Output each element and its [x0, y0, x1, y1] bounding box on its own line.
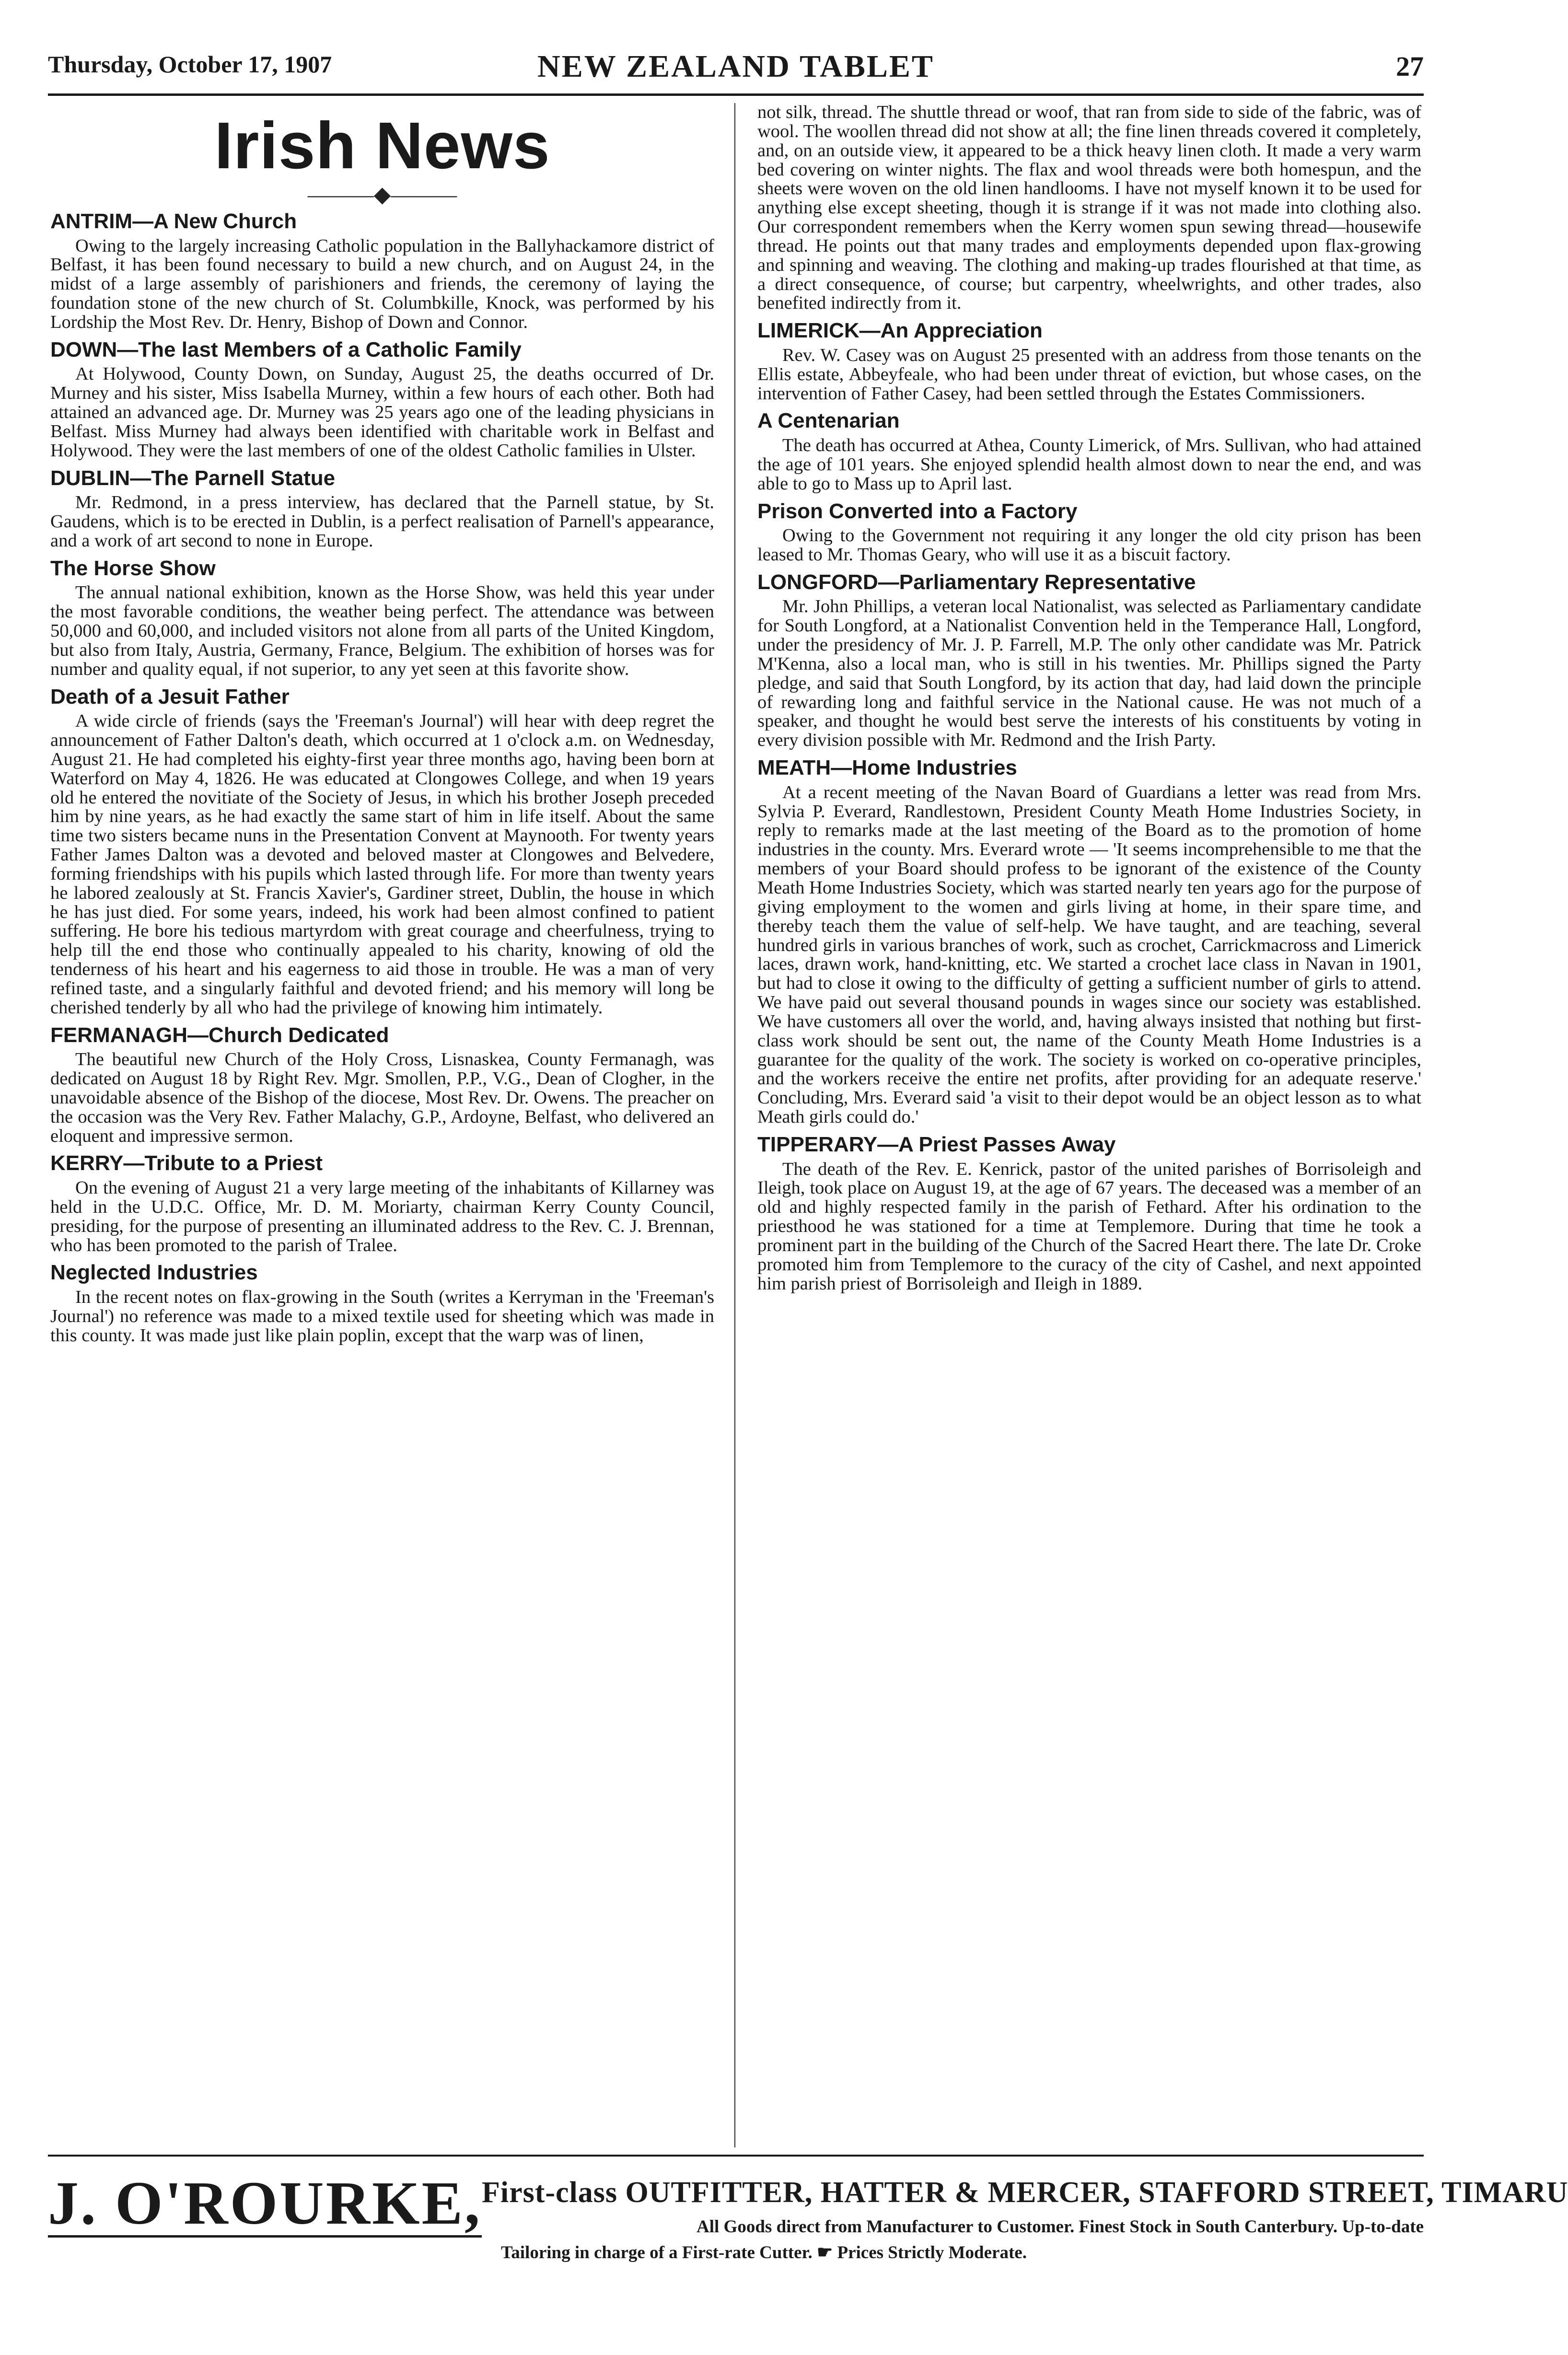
article-heading: A Centenarian — [757, 409, 900, 433]
article-heading: MEATH—Home Industries — [757, 756, 1017, 780]
article-horse-show — [50, 557, 714, 679]
article-centenarian — [757, 409, 1421, 493]
ad-line-3: Tailoring in charge of a First-rate Cutter. ☛ Prices Strictly Moderate. — [501, 2243, 1027, 2262]
advertisement — [48, 2155, 1568, 2300]
article-kerry — [50, 1151, 714, 1255]
article-body: Owing to the Government not requiring it any longer the old city prison has been leased to Mr. Thomas Geary, who will use it as a biscuit factory. — [757, 525, 1421, 565]
page-number: 27 — [1396, 51, 1424, 82]
article-body: not silk, thread. The shuttle thread or woof, that ran from side to side of the fabric, was of wool. The woollen thread did not show at all; the fine linen threads covered it completely, and, on an outside view, it appeared to be a thick heavy linen cloth. It made a very warm bed covering on winter nights. The flax and wool threads were both homespun, and the sheets were woven on the old linen handlooms. I have not myself known it to be used for anything else except sheeting, though it is strange if it was not made into clothing also. Our correspondent remembers when the Kerry women spun sewing thread—housewife thread. He points out that many trades and employments depended upon flax-growing and spinning and weaving. The clothing and making-up trades flourished at that time, as a direct consequence, of course; but carpentry, wheelwrights, and other trades, also benefited indirectly from it. — [757, 102, 1421, 313]
article-heading: KERRY—Tribute to a Priest — [50, 1151, 323, 1175]
article-fermanagh — [50, 1023, 714, 1146]
article-body: The beautiful new Church of the Holy Cross, Lisnaskea, County Fermanagh, was dedicated on August 18 by Right Rev. Mgr. Smollen, P.P., V.G., Dean of Clogher, in the unavoidable absence of the Bishop of the diocese, Most Rev. Dr. Owens. The preacher on the occasion was the Very Rev. Father Malachy, G.P., Ardoyne, Belfast, who delivered an eloquent and impressive sermon. — [50, 1049, 714, 1146]
ad-line-1: First-class OUTFITTER, HATTER & MERCER, STAFFORD STREET, TIMARU — [482, 2176, 1568, 2209]
column-divider — [734, 103, 735, 2147]
advertisement-text — [482, 2176, 1568, 2263]
article-body: On the evening of August 21 a very large meeting of the inhabitants of Killarney was held in the U.D.C. Office, Mr. D. M. Moriarty, chairman Kerry County Council, presiding, for the purpose of presenting an illuminated address to the Rev. C. J. Brennan, who has been promoted to the parish of Tralee. — [50, 1178, 714, 1255]
article-neglected-industries-continued — [757, 103, 1421, 313]
article-heading: DOWN—The last Members of a Catholic Family — [50, 337, 522, 361]
article-body: Rev. W. Casey was on August 25 presented with an address from those tenants on the Ellis estate, Abbeyfeale, who had been under threat of eviction, but whose cases, on the intervention of Father Casey, had been settled through the Estates Commissioners. — [757, 345, 1421, 404]
article-heading: LIMERICK—An Appreciation — [757, 319, 1043, 343]
ad-line-2: All Goods direct from Manufacturer to Customer. Finest Stock in South Canterbury. Up-to-date — [697, 2217, 1424, 2237]
article-body: In the recent notes on flax-growing in the South (writes a Kerryman in the 'Freeman's Journal') no reference was made to a mixed textile used for sheeting which was made in this county. It was made just like plain poplin, except that the warp was of linen, — [50, 1287, 714, 1346]
article-heading: LONGFORD—Parliamentary Representative — [757, 570, 1196, 594]
article-jesuit-father — [50, 685, 714, 1018]
article-body: At a recent meeting of the Navan Board of Guardians a letter was read from Mrs. Sylvia P. Everard, Randlestown, President County Meath Home Industries Society, in reply to remarks made at the last meeting of the Board as to the promotion of home industries in the county. Mrs. Everard wrote — 'It seems incomprehensible to me that the members of your Board should profess to be ignorant of the existence of the County Meath Home Industries Society, which was started nearly ten years ago for the purpose of giving employment to the women and girls living at home, in their spare time, and thereby teach them the value of self-help. We have taught, and are teaching, several hundred girls in various branches of work, such as crochet, Carrickmacross and Limerick laces, drawn work, hand-knitting, etc. We started a crochet lace class in Navan in 1901, but had to close it owing to the difficulty of getting a sufficient number of girls to attend. We have paid out several thousand pounds in wages since our society was established. We have customers all over the world, and, having always insisted that nothing but first-class work should be sent out, the name of the County Meath Home Industries is a guarantee for the quality of the work. The society is worked on co-operative principles, and the workers receive the entire net profits, after providing for an adequate reserve.' Concluding, Mrs. Everard said 'a visit to their depot would be an object lesson as to what Meath girls could do.' — [757, 782, 1421, 1127]
article-body: A wide circle of friends (says the 'Freeman's Journal') will hear with deep regret the announcement of Father Dalton's death, which occurred at 1 o'clock a.m. on Wednesday, August 21. He had completed his eighty-first year three months ago, having been born at Waterford on May 4, 1826. He was educated at Clongowes College, and when 19 years old he entered the novitiate of the Society of Jesus, in which his brother Joseph preceded him by nine years, as he had exactly the same start of him in life itself. About the same time two sisters became nuns in the Presentation Convent at Maynooth. For twenty years Father James Dalton was a devoted and beloved master at Clongowes and Belvedere, forming friendships with his pupils which lasted through life. For more than twenty years he labored zealously at St. Francis Xavier's, Gardiner street, Dublin, the house in which he has just died. For some years, indeed, his work had been almost confined to patient suffering. He bore his tedious martyrdom with great courage and cheerfulness, trying to help till the end those who continually appealed to his charity, knowing of old the tenderness of his heart and his eagerness to aid those in trouble. He was a man of very refined taste, and a singularly faithful and devoted friend; and his memory will long be cherished tenderly by all who had the privilege of knowing him intimately. — [50, 711, 714, 1018]
article-body: The death of the Rev. E. Kenrick, pastor of the united parishes of Borrisoleigh and Ileigh, took place on August 19, at the age of 67 years. The deceased was a member of an old and highly respected family in the parish of Fethard. After his ordination to the priesthood he was stationed for a time at Templemore. During that time he took a prominent part in the building of the Church of the Sacred Heart there. The late Dr. Croke promoted him from Templemore to the curacy of the city of Cashel, and next appointed him parish priest of Borrisoleigh and Ileigh in 1889. — [757, 1159, 1421, 1294]
article-body: Mr. Redmond, in a press interview, has declared that the Parnell statue, by St. Gaudens, which is to be erected in Dublin, is a perfect realisation of Parnell's appearance, and a work of art second to none in Europe. — [50, 492, 714, 551]
article-heading: ANTRIM—A New Church — [50, 209, 297, 233]
article-dublin — [50, 466, 714, 551]
article-heading: TIPPERARY—A Priest Passes Away — [757, 1132, 1116, 1156]
article-heading: DUBLIN—The Parnell Statue — [50, 466, 336, 490]
newspaper-title: NEW ZEALAND TABLET — [537, 49, 934, 84]
right-column — [757, 103, 1421, 1299]
article-meath — [757, 756, 1421, 1127]
article-heading: FERMANAGH—Church Dedicated — [50, 1023, 389, 1047]
ornament-divider: ———◆——— — [307, 182, 457, 207]
article-antrim — [50, 209, 714, 332]
article-limerick — [757, 319, 1421, 403]
article-heading: Neglected Industries — [50, 1261, 258, 1285]
advertiser-name: J. O'ROURKE, — [48, 2169, 482, 2237]
article-body: The annual national exhibition, known as the Horse Show, was held this year under the most favorable conditions, the weather being perfect. The attendance was between 50,000 and 60,000, and included visitors not alone from all parts of the United Kingdom, but also from Italy, Austria, Germany, France, Belgium. The exhibition of horses was for number and quality equal, if not superior, to any yet seen at this favorite show. — [50, 582, 714, 679]
article-prison-factory — [757, 499, 1421, 565]
issue-date: Thursday, October 17, 1907 — [48, 51, 332, 78]
article-down — [50, 338, 714, 461]
article-heading: Prison Converted into a Factory — [757, 499, 1078, 523]
article-longford — [757, 570, 1421, 750]
article-body: Mr. John Phillips, a veteran local Nationalist, was selected as Parliamentary candidate for South Longford, at a Nationalist Convention held in the Temperance Hall, Longford, under the presidency of Mr. J. P. Farrell, M.P. The only other candidate was Mr. Patrick M'Kenna, also a local man, who is still in his twenties. Mr. Phillips signed the Party pledge, and said that South Longford, by its action that day, had laid down the principle of rewarding long and faithful service in the National cause. He was not much of a speaker, and thought he would best serve the interests of his constituents by voting in every division possible with Mr. Redmond and the Irish Party. — [757, 596, 1421, 751]
section-title: Irish News — [214, 109, 550, 183]
article-neglected-industries — [50, 1261, 714, 1345]
article-tipperary — [757, 1133, 1421, 1294]
article-heading: The Horse Show — [50, 556, 216, 580]
article-heading: Death of a Jesuit Father — [50, 684, 290, 708]
left-column — [50, 103, 714, 1351]
article-body: At Holywood, County Down, on Sunday, August 25, the deaths occurred of Dr. Murney and his sister, Miss Isabella Murney, within a few hours of each other. Both had attained an advanced age. Dr. Murney was 25 years ago one of the leading physicians in Belfast. Miss Murney had always been identified with charitable work in Belfast and Holywood. They were the last members of one of the oldest Catholic families in Ulster. — [50, 364, 714, 461]
masthead — [48, 46, 1424, 96]
article-body: Owing to the largely increasing Catholic population in the Ballyhackamore district of Belfast, it has been found necessary to build a new church, and on August 24, in the midst of a large assembly of parishioners and friends, the ceremony of laying the foundation stone of the new church of St. Columbkille, Knock, was performed by his Lordship the Most Rev. Dr. Henry, Bishop of Down and Connor. — [50, 235, 714, 332]
article-body: The death has occurred at Athea, County Limerick, of Mrs. Sullivan, who had attained the age of 101 years. She enjoyed splendid health almost down to near the end, and was able to go to Mass up to April last. — [757, 435, 1421, 494]
